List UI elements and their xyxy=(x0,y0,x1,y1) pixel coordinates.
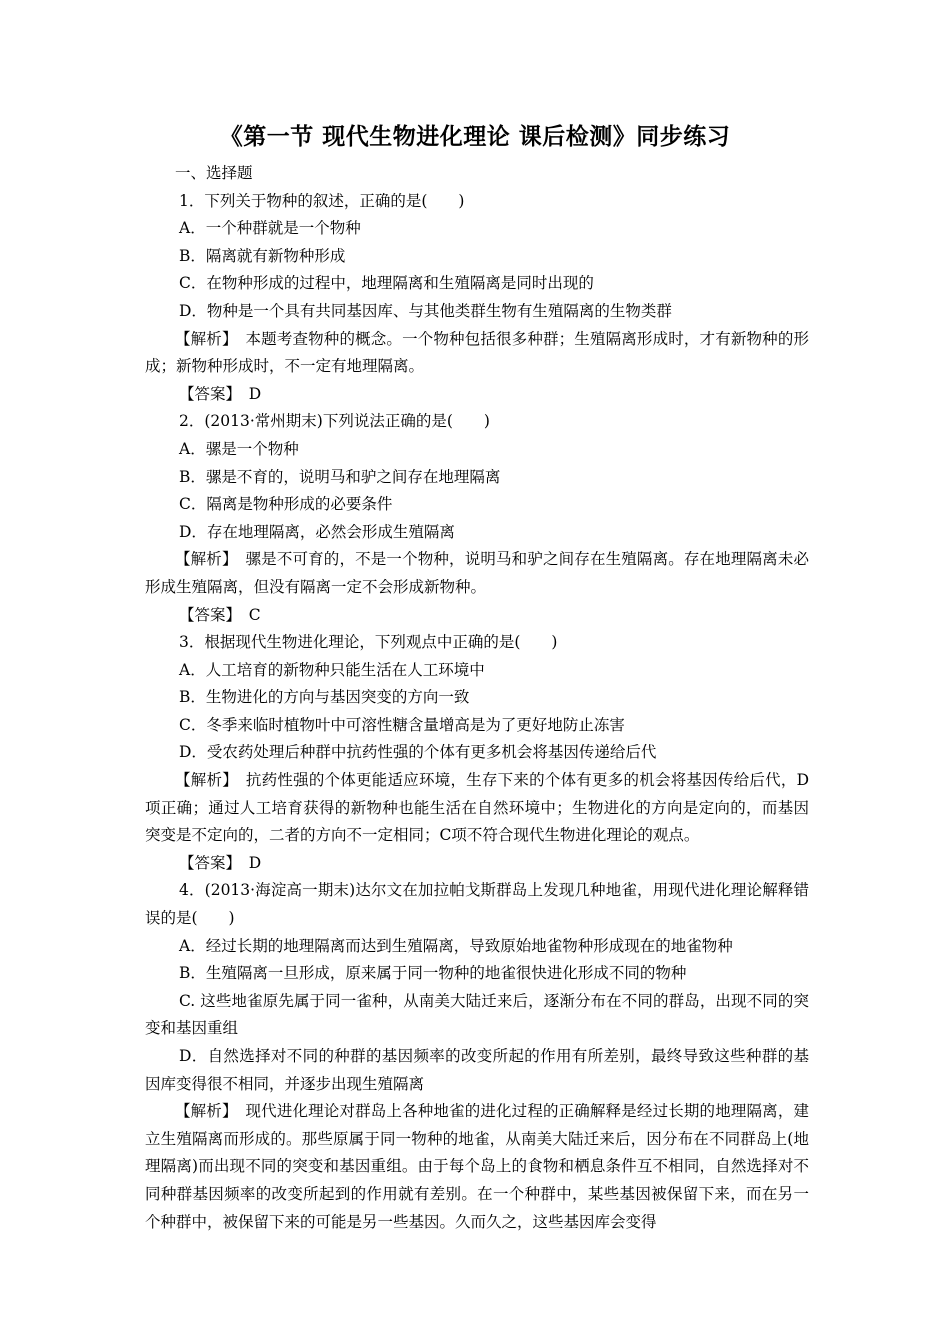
question-2-option-d: D．存在地理隔离，必然会形成生殖隔离 xyxy=(179,522,455,541)
section-heading: 一、选择题 xyxy=(175,164,253,182)
question-3-option-c: C．冬季来临时植物叶中可溶性糖含量增高是为了更好地防止冻害 xyxy=(179,715,625,734)
question-3-analysis: 【解析】 抗药性强的个体更能适应环境，生存下来的个体有更多的机会将基因传给后代，D项正确；通过人工培育获得的新物种也能生活在自然环境中；生物进化的方向是定向的，而基因突变是不定向的，二者的方向不一定相同；C项不符合现代生物进化理论的观点。 xyxy=(145,771,809,845)
question-2-option-c: C．隔离是物种形成的必要条件 xyxy=(179,495,393,514)
question-1-option-c: C．在物种形成的过程中，地理隔离和生殖隔离是同时出现的 xyxy=(179,274,594,293)
question-4-option-a: A．经过长期的地理隔离而达到生殖隔离，导致原始地雀物种形成现在的地雀物种 xyxy=(179,936,733,955)
question-2-option-a: A．骡是一个物种 xyxy=(179,439,299,458)
question-4-option-d: D．自然选择对不同的种群的基因频率的改变所起的作用有所差别，最终导致这些种群的基因库变得很不相同，并逐步出现生殖隔离 xyxy=(145,1047,809,1093)
page-title: 《第一节 现代生物进化理论 课后检测》同步练习 xyxy=(219,124,731,150)
question-3-answer: 【答案】 D xyxy=(179,853,262,872)
question-4-option-b: B．生殖隔离一旦形成，原来属于同一物种的地雀很快进化形成不同的物种 xyxy=(179,964,687,983)
question-1-answer: 【答案】 D xyxy=(179,384,262,403)
question-2-analysis: 【解析】 骡是不可育的，不是一个物种，说明马和驴之间存在生殖隔离。存在地理隔离未必形成生殖隔离，但没有隔离一定不会形成新物种。 xyxy=(145,550,809,596)
question-4-stem: 4．(2013·海淀高一期末)达尔文在加拉帕戈斯群岛上发现几种地雀，用现代进化理论解释错误的是( ) xyxy=(145,881,809,928)
question-3-option-a: A．人工培育的新物种只能生活在人工环境中 xyxy=(179,660,485,679)
question-3-option-d: D．受农药处理后种群中抗药性强的个体有更多机会将基因传递给后代 xyxy=(179,743,657,762)
question-4-option-c: C. 这些地雀原先属于同一雀种，从南美大陆迁来后，逐渐分布在不同的群岛，出现不同的突变和基因重组 xyxy=(145,991,809,1038)
question-3-stem: 3．根据现代生物进化理论，下列观点中正确的是( ) xyxy=(179,633,558,652)
question-1-option-b: B．隔离就有新物种形成 xyxy=(179,246,346,265)
question-4-analysis: 【解析】 现代进化理论对群岛上各种地雀的进化过程的正确解释是经过长期的地理隔离，建立生殖隔离而形成的。那些原属于同一物种的地雀，从南美大陆迁来后，因分布在不同群岛上(地理隔离)而出现不同的突变和基因重组。由于每个岛上的食物和栖息条件互不相同，自然选择对不同种群基因频率的改变所起到的作用就有差别。在一个种群中，某些基因被保留下来，而在另一个种群中，被保留下来的可能是另一些基因。久而久之，这些基因库会变得 xyxy=(145,1102,809,1231)
question-3-option-b: B．生物进化的方向与基因突变的方向一致 xyxy=(179,688,470,707)
question-2-option-b: B．骡是不育的，说明马和驴之间存在地理隔离 xyxy=(179,467,501,486)
question-1-stem: 1．下列关于物种的叙述，正确的是( ) xyxy=(179,191,465,210)
question-2-answer: 【答案】 C xyxy=(179,605,261,624)
document-body xyxy=(145,160,809,1236)
question-2-stem: 2．(2013·常州期末)下列说法正确的是( ) xyxy=(179,412,490,431)
question-1-option-a: A．一个种群就是一个物种 xyxy=(179,219,361,238)
question-1-analysis: 【解析】 本题考查物种的概念。一个物种包括很多种群；生殖隔离形成时，才有新物种的形成；新物种形成时，不一定有地理隔离。 xyxy=(145,329,809,376)
question-1-option-d: D．物种是一个具有共同基因库、与其他类群生物有生殖隔离的生物类群 xyxy=(179,301,672,320)
